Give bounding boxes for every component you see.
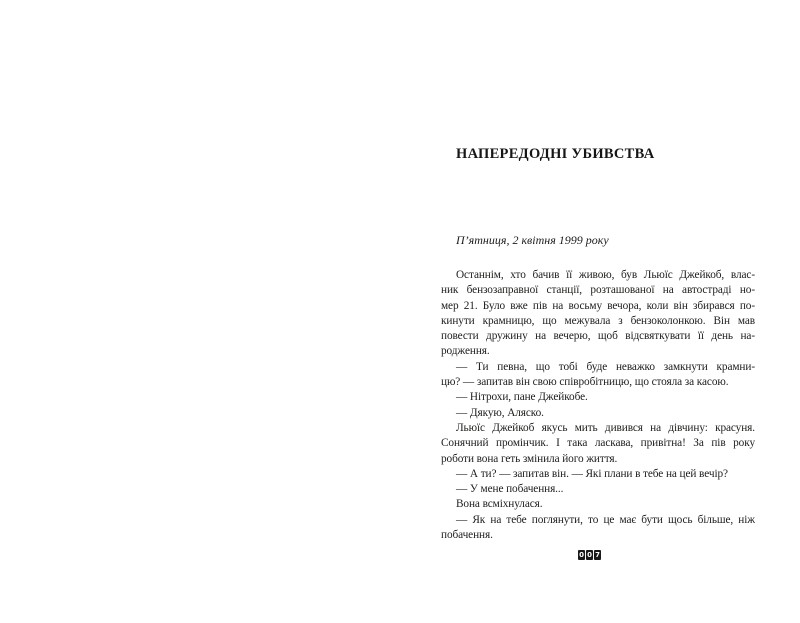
body-line: — У мене побачення... — [456, 483, 564, 496]
body-line: Льюїс Джейкоб якусь мить дивився на дівчину: красуня. — [456, 421, 755, 434]
body-line: Сонячний промінчик. І така ласкава, привітна! За пів року — [441, 437, 755, 450]
body-line: — А ти? — запитав він. — Які плани в тебе на цей вечір? — [456, 467, 728, 480]
text-block — [441, 146, 755, 543]
body-line: — Як на тебе поглянути, то це має бути щось більше, ніж — [456, 513, 755, 526]
body-line: побачення. — [441, 529, 493, 542]
date-line: П’ятниця, 2 квітня 1999 року — [456, 233, 609, 247]
body-text — [441, 268, 755, 543]
page-number — [578, 550, 601, 560]
chapter-title: НАПЕРЕДОДНІ УБИВСТВА — [456, 146, 655, 162]
body-line: Останнім, хто бачив її живою, був Льюїс Джейкоб, влас- — [456, 269, 755, 281]
body-line: Вона всміхнулася. — [456, 498, 543, 511]
page-number-digit: 7 — [595, 551, 600, 559]
body-line: повести дружину на вечерю, щоб відсвяткувати її день на- — [441, 330, 755, 343]
body-line: — Дякую, Аляско. — [456, 406, 544, 419]
page-number-digit: 0 — [579, 551, 584, 559]
page-number-digit: 0 — [587, 551, 592, 559]
body-line: кинути крамницю, що межувала з бензоколонкою. Він мав — [441, 314, 755, 327]
body-line: родження. — [441, 345, 490, 358]
body-line: — Ти певна, що тобі буде неважко замкнути крамни- — [456, 360, 755, 373]
body-line: ник бензозаправної станції, розташованої на автостраді но- — [441, 284, 755, 297]
body-line: роботи вона геть змінила його життя. — [441, 452, 618, 465]
body-line: мер 21. Було вже пів на восьму вечора, коли він збирався по- — [441, 299, 755, 312]
body-line: — Нітрохи, пане Джейкобе. — [456, 391, 588, 404]
body-line: цю? — запитав він свою співробітницю, що стояла за касою. — [441, 376, 729, 389]
